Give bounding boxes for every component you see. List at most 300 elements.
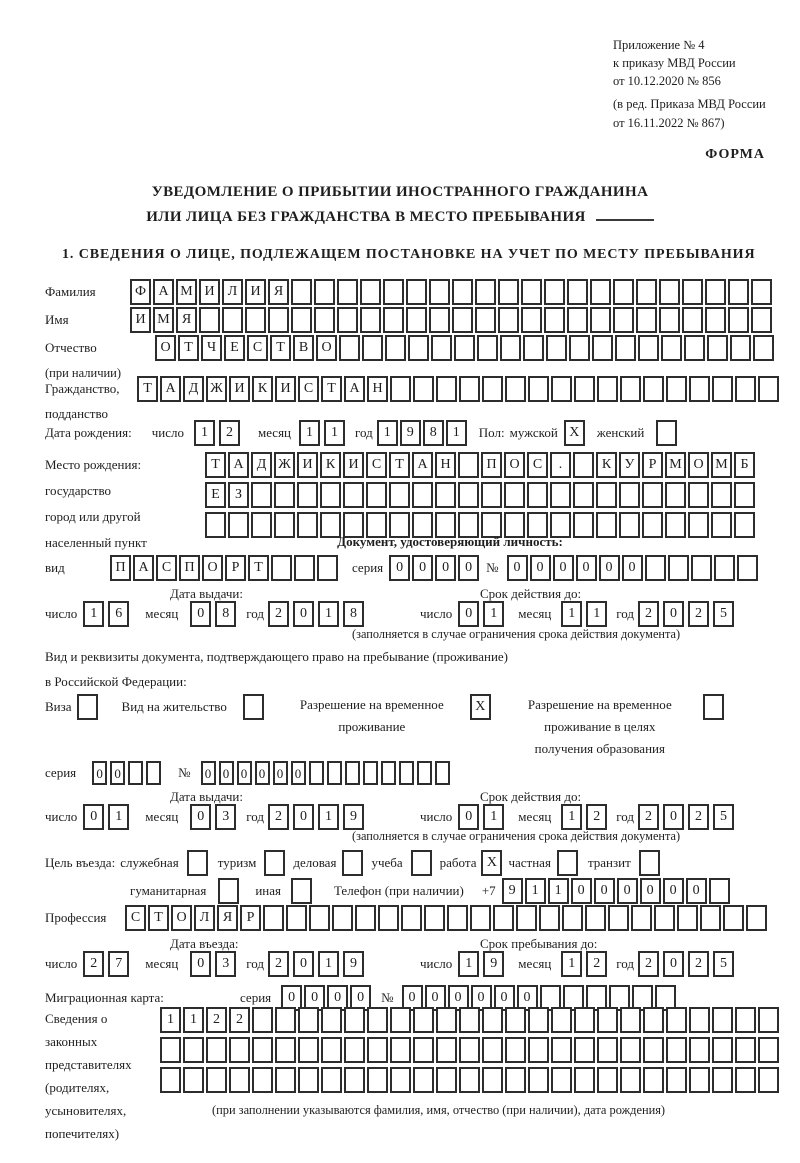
char-cell[interactable]	[703, 694, 724, 720]
char-cell[interactable]: X	[564, 420, 585, 446]
char-cell[interactable]: Л	[194, 905, 215, 931]
char-cell[interactable]: 0	[471, 985, 492, 1011]
char-cell[interactable]	[367, 1007, 388, 1033]
char-cell[interactable]	[344, 1067, 365, 1093]
char-cell[interactable]	[620, 376, 641, 402]
char-cell[interactable]	[436, 1007, 457, 1033]
char-cell[interactable]	[665, 482, 686, 508]
char-cell[interactable]	[758, 376, 779, 402]
char-cell[interactable]: 0	[237, 761, 252, 785]
char-cell[interactable]: И	[343, 452, 364, 478]
char-cell[interactable]: Я	[176, 307, 197, 333]
char-cell[interactable]: 0	[507, 555, 528, 581]
char-cell[interactable]	[327, 761, 342, 785]
char-cell[interactable]	[643, 1037, 664, 1063]
char-cell[interactable]	[505, 1007, 526, 1033]
char-cell[interactable]	[459, 1067, 480, 1093]
char-cell[interactable]	[431, 335, 452, 361]
char-cell[interactable]	[297, 482, 318, 508]
char-cell[interactable]: 1	[318, 601, 339, 627]
char-cell[interactable]	[689, 1037, 710, 1063]
char-cell[interactable]: 2	[268, 951, 289, 977]
char-cell[interactable]	[597, 1037, 618, 1063]
char-cell[interactable]	[160, 1067, 181, 1093]
char-cell[interactable]	[746, 905, 767, 931]
profession-boxes[interactable]	[125, 905, 769, 931]
char-cell[interactable]	[314, 307, 335, 333]
char-cell[interactable]	[291, 279, 312, 305]
char-cell[interactable]: 1	[561, 601, 582, 627]
char-cell[interactable]: 0	[617, 878, 638, 904]
char-cell[interactable]	[458, 452, 479, 478]
char-cell[interactable]	[317, 555, 338, 581]
char-cell[interactable]	[751, 279, 772, 305]
char-cell[interactable]	[615, 335, 636, 361]
doc-issue-month[interactable]	[190, 601, 240, 627]
char-cell[interactable]	[714, 555, 735, 581]
char-cell[interactable]	[298, 1007, 319, 1033]
char-cell[interactable]: М	[711, 452, 732, 478]
char-cell[interactable]: 0	[190, 951, 211, 977]
char-cell[interactable]	[705, 279, 726, 305]
char-cell[interactable]	[385, 335, 406, 361]
char-cell[interactable]: С	[298, 376, 319, 402]
char-cell[interactable]	[619, 482, 640, 508]
representatives-row-1[interactable]	[160, 1007, 781, 1033]
char-cell[interactable]: 0	[663, 951, 684, 977]
char-cell[interactable]: Р	[642, 452, 663, 478]
char-cell[interactable]	[691, 555, 712, 581]
char-cell[interactable]	[689, 1067, 710, 1093]
char-cell[interactable]	[321, 1067, 342, 1093]
patronymic-boxes[interactable]	[155, 335, 776, 361]
char-cell[interactable]: К	[252, 376, 273, 402]
char-cell[interactable]: О	[155, 335, 176, 361]
purpose-business-checkbox[interactable]	[342, 850, 365, 876]
char-cell[interactable]	[735, 1067, 756, 1093]
char-cell[interactable]	[344, 1007, 365, 1033]
purpose-other-checkbox[interactable]	[291, 878, 314, 904]
char-cell[interactable]	[639, 850, 660, 876]
char-cell[interactable]: Ж	[274, 452, 295, 478]
char-cell[interactable]	[459, 1007, 480, 1033]
char-cell[interactable]: 1	[318, 804, 339, 830]
residence-valid-year[interactable]	[638, 804, 738, 830]
char-cell[interactable]: 2	[638, 601, 659, 627]
char-cell[interactable]	[406, 279, 427, 305]
char-cell[interactable]	[251, 482, 272, 508]
char-cell[interactable]: 0	[293, 951, 314, 977]
char-cell[interactable]	[343, 482, 364, 508]
char-cell[interactable]	[505, 1067, 526, 1093]
char-cell[interactable]: О	[171, 905, 192, 931]
char-cell[interactable]	[666, 1037, 687, 1063]
stay-day[interactable]	[458, 951, 508, 977]
char-cell[interactable]	[613, 307, 634, 333]
char-cell[interactable]	[636, 279, 657, 305]
residence-issue-day[interactable]	[83, 804, 133, 830]
char-cell[interactable]	[264, 850, 285, 876]
char-cell[interactable]	[613, 279, 634, 305]
char-cell[interactable]	[337, 279, 358, 305]
char-cell[interactable]: Т	[389, 452, 410, 478]
char-cell[interactable]: 0	[553, 555, 574, 581]
char-cell[interactable]: К	[596, 452, 617, 478]
char-cell[interactable]: 0	[255, 761, 270, 785]
char-cell[interactable]	[252, 1067, 273, 1093]
char-cell[interactable]: 2	[83, 951, 104, 977]
char-cell[interactable]: 0	[201, 761, 216, 785]
char-cell[interactable]: 1	[324, 420, 345, 446]
char-cell[interactable]	[482, 1037, 503, 1063]
char-cell[interactable]	[659, 279, 680, 305]
char-cell[interactable]: 0	[412, 555, 433, 581]
char-cell[interactable]	[689, 376, 710, 402]
char-cell[interactable]	[643, 1007, 664, 1033]
char-cell[interactable]	[523, 335, 544, 361]
char-cell[interactable]	[730, 335, 751, 361]
char-cell[interactable]: А	[160, 376, 181, 402]
char-cell[interactable]	[620, 1037, 641, 1063]
purpose-work-checkbox[interactable]	[481, 850, 504, 876]
char-cell[interactable]	[590, 279, 611, 305]
char-cell[interactable]	[735, 1037, 756, 1063]
residence-valid-month[interactable]	[561, 804, 611, 830]
char-cell[interactable]	[183, 1067, 204, 1093]
char-cell[interactable]: 0	[458, 601, 479, 627]
char-cell[interactable]	[408, 335, 429, 361]
char-cell[interactable]	[390, 1067, 411, 1093]
char-cell[interactable]	[339, 335, 360, 361]
char-cell[interactable]: В	[293, 335, 314, 361]
char-cell[interactable]	[206, 1067, 227, 1093]
char-cell[interactable]: 1	[525, 878, 546, 904]
char-cell[interactable]: 1	[377, 420, 398, 446]
char-cell[interactable]	[596, 482, 617, 508]
char-cell[interactable]	[413, 1037, 434, 1063]
char-cell[interactable]: 1	[561, 804, 582, 830]
char-cell[interactable]	[321, 1007, 342, 1033]
char-cell[interactable]: 0	[389, 555, 410, 581]
residence-number-boxes[interactable]	[201, 761, 453, 785]
char-cell[interactable]	[682, 279, 703, 305]
char-cell[interactable]	[666, 376, 687, 402]
char-cell[interactable]	[661, 335, 682, 361]
char-cell[interactable]: 6	[108, 601, 129, 627]
residence-issue-year[interactable]	[268, 804, 368, 830]
char-cell[interactable]	[360, 279, 381, 305]
char-cell[interactable]	[734, 482, 755, 508]
char-cell[interactable]	[482, 1007, 503, 1033]
char-cell[interactable]: 0	[576, 555, 597, 581]
char-cell[interactable]	[550, 482, 571, 508]
char-cell[interactable]	[654, 905, 675, 931]
char-cell[interactable]: И	[245, 279, 266, 305]
char-cell[interactable]	[399, 761, 414, 785]
char-cell[interactable]	[413, 1067, 434, 1093]
purpose-humanitarian-checkbox[interactable]	[218, 878, 241, 904]
char-cell[interactable]: 0	[291, 761, 306, 785]
char-cell[interactable]	[187, 850, 208, 876]
char-cell[interactable]: 0	[110, 761, 125, 785]
char-cell[interactable]	[454, 335, 475, 361]
char-cell[interactable]	[436, 376, 457, 402]
char-cell[interactable]	[597, 376, 618, 402]
char-cell[interactable]: У	[619, 452, 640, 478]
char-cell[interactable]: 0	[517, 985, 538, 1011]
char-cell[interactable]	[291, 878, 312, 904]
char-cell[interactable]: З	[228, 482, 249, 508]
char-cell[interactable]: 1	[483, 804, 504, 830]
char-cell[interactable]: 2	[688, 951, 709, 977]
char-cell[interactable]: П	[179, 555, 200, 581]
char-cell[interactable]	[381, 761, 396, 785]
char-cell[interactable]: О	[504, 452, 525, 478]
char-cell[interactable]: 2	[268, 804, 289, 830]
char-cell[interactable]: 1	[83, 601, 104, 627]
char-cell[interactable]: 2	[219, 420, 240, 446]
char-cell[interactable]: 2	[638, 951, 659, 977]
char-cell[interactable]	[711, 482, 732, 508]
char-cell[interactable]	[585, 905, 606, 931]
char-cell[interactable]	[321, 1037, 342, 1063]
char-cell[interactable]: 0	[402, 985, 423, 1011]
char-cell[interactable]: Я	[268, 279, 289, 305]
char-cell[interactable]	[682, 307, 703, 333]
char-cell[interactable]	[401, 905, 422, 931]
char-cell[interactable]	[275, 1007, 296, 1033]
char-cell[interactable]	[642, 482, 663, 508]
char-cell[interactable]: Б	[734, 452, 755, 478]
char-cell[interactable]	[206, 1037, 227, 1063]
char-cell[interactable]: 0	[458, 804, 479, 830]
char-cell[interactable]: И	[297, 452, 318, 478]
char-cell[interactable]: 2	[586, 951, 607, 977]
char-cell[interactable]: 7	[108, 951, 129, 977]
char-cell[interactable]	[751, 307, 772, 333]
char-cell[interactable]	[574, 376, 595, 402]
doc-issue-day[interactable]	[83, 601, 133, 627]
char-cell[interactable]	[309, 761, 324, 785]
char-cell[interactable]	[436, 1067, 457, 1093]
firstname-boxes[interactable]	[130, 307, 774, 333]
representatives-row-2[interactable]	[160, 1037, 781, 1063]
char-cell[interactable]	[551, 1067, 572, 1093]
purpose-official-checkbox[interactable]	[187, 850, 210, 876]
birthplace-row-2[interactable]	[205, 482, 757, 508]
char-cell[interactable]: 0	[350, 985, 371, 1011]
char-cell[interactable]	[390, 376, 411, 402]
char-cell[interactable]	[551, 1007, 572, 1033]
char-cell[interactable]	[475, 307, 496, 333]
char-cell[interactable]: 1	[194, 420, 215, 446]
char-cell[interactable]: Н	[367, 376, 388, 402]
char-cell[interactable]	[436, 1037, 457, 1063]
char-cell[interactable]: 1	[108, 804, 129, 830]
char-cell[interactable]	[452, 307, 473, 333]
char-cell[interactable]: Ф	[130, 279, 151, 305]
char-cell[interactable]	[551, 376, 572, 402]
char-cell[interactable]	[753, 335, 774, 361]
char-cell[interactable]	[700, 905, 721, 931]
char-cell[interactable]	[712, 1037, 733, 1063]
char-cell[interactable]	[294, 555, 315, 581]
char-cell[interactable]	[666, 1067, 687, 1093]
char-cell[interactable]: О	[688, 452, 709, 478]
citizenship-boxes[interactable]	[137, 376, 781, 402]
char-cell[interactable]	[378, 905, 399, 931]
char-cell[interactable]: 0	[448, 985, 469, 1011]
char-cell[interactable]	[274, 482, 295, 508]
char-cell[interactable]	[229, 1037, 250, 1063]
char-cell[interactable]	[574, 1037, 595, 1063]
char-cell[interactable]: 2	[229, 1007, 250, 1033]
char-cell[interactable]	[429, 307, 450, 333]
char-cell[interactable]: 0	[622, 555, 643, 581]
char-cell[interactable]: 8	[343, 601, 364, 627]
char-cell[interactable]: Е	[205, 482, 226, 508]
char-cell[interactable]	[345, 761, 360, 785]
char-cell[interactable]	[712, 1007, 733, 1033]
char-cell[interactable]	[222, 307, 243, 333]
char-cell[interactable]	[707, 335, 728, 361]
char-cell[interactable]	[590, 307, 611, 333]
char-cell[interactable]	[218, 878, 239, 904]
char-cell[interactable]: 0	[458, 555, 479, 581]
char-cell[interactable]	[128, 761, 143, 785]
char-cell[interactable]	[424, 905, 445, 931]
char-cell[interactable]: Л	[222, 279, 243, 305]
char-cell[interactable]: С	[366, 452, 387, 478]
char-cell[interactable]	[390, 1007, 411, 1033]
char-cell[interactable]	[573, 482, 594, 508]
char-cell[interactable]	[728, 279, 749, 305]
char-cell[interactable]: 0	[293, 804, 314, 830]
char-cell[interactable]	[363, 761, 378, 785]
char-cell[interactable]	[592, 335, 613, 361]
char-cell[interactable]	[597, 1007, 618, 1033]
char-cell[interactable]	[314, 279, 335, 305]
char-cell[interactable]	[477, 335, 498, 361]
char-cell[interactable]	[668, 555, 689, 581]
char-cell[interactable]	[684, 335, 705, 361]
purpose-study-checkbox[interactable]	[411, 850, 434, 876]
char-cell[interactable]: 0	[640, 878, 661, 904]
char-cell[interactable]: К	[320, 452, 341, 478]
char-cell[interactable]	[252, 1007, 273, 1033]
char-cell[interactable]: 9	[502, 878, 523, 904]
char-cell[interactable]: Т	[270, 335, 291, 361]
char-cell[interactable]	[528, 376, 549, 402]
char-cell[interactable]	[291, 307, 312, 333]
char-cell[interactable]	[360, 307, 381, 333]
char-cell[interactable]	[638, 335, 659, 361]
char-cell[interactable]: Д	[251, 452, 272, 478]
char-cell[interactable]	[573, 452, 594, 478]
char-cell[interactable]	[406, 307, 427, 333]
char-cell[interactable]: 5	[713, 951, 734, 977]
visa-checkbox[interactable]	[77, 694, 100, 720]
char-cell[interactable]: 0	[663, 601, 684, 627]
char-cell[interactable]	[447, 905, 468, 931]
char-cell[interactable]: 0	[494, 985, 515, 1011]
char-cell[interactable]	[366, 482, 387, 508]
char-cell[interactable]: П	[110, 555, 131, 581]
char-cell[interactable]	[337, 307, 358, 333]
surname-boxes[interactable]	[130, 279, 774, 305]
char-cell[interactable]	[544, 307, 565, 333]
char-cell[interactable]: О	[202, 555, 223, 581]
char-cell[interactable]	[557, 850, 578, 876]
char-cell[interactable]: 0	[663, 804, 684, 830]
char-cell[interactable]	[482, 376, 503, 402]
char-cell[interactable]: .	[550, 452, 571, 478]
char-cell[interactable]	[528, 1067, 549, 1093]
male-checkbox[interactable]	[564, 420, 587, 446]
char-cell[interactable]	[505, 376, 526, 402]
female-checkbox[interactable]	[656, 420, 679, 446]
char-cell[interactable]: 0	[92, 761, 107, 785]
entry-day[interactable]	[83, 951, 133, 977]
char-cell[interactable]: Я	[217, 905, 238, 931]
char-cell[interactable]	[183, 1037, 204, 1063]
stay-month[interactable]	[561, 951, 611, 977]
residence-valid-day[interactable]	[458, 804, 508, 830]
char-cell[interactable]	[435, 482, 456, 508]
char-cell[interactable]	[417, 761, 432, 785]
char-cell[interactable]: 1	[318, 951, 339, 977]
char-cell[interactable]	[567, 279, 588, 305]
char-cell[interactable]	[735, 1007, 756, 1033]
char-cell[interactable]	[481, 482, 502, 508]
char-cell[interactable]	[562, 905, 583, 931]
char-cell[interactable]	[498, 279, 519, 305]
char-cell[interactable]: 1	[183, 1007, 204, 1033]
char-cell[interactable]	[728, 307, 749, 333]
char-cell[interactable]: Ч	[201, 335, 222, 361]
char-cell[interactable]	[645, 555, 666, 581]
char-cell[interactable]: С	[125, 905, 146, 931]
residence-permit-checkbox[interactable]	[243, 694, 266, 720]
char-cell[interactable]: 2	[586, 804, 607, 830]
char-cell[interactable]: 9	[400, 420, 421, 446]
char-cell[interactable]	[383, 279, 404, 305]
char-cell[interactable]	[528, 1037, 549, 1063]
char-cell[interactable]	[758, 1067, 779, 1093]
char-cell[interactable]: Е	[224, 335, 245, 361]
char-cell[interactable]: Т	[248, 555, 269, 581]
char-cell[interactable]	[344, 1037, 365, 1063]
char-cell[interactable]: 8	[215, 601, 236, 627]
char-cell[interactable]	[429, 279, 450, 305]
char-cell[interactable]	[539, 905, 560, 931]
char-cell[interactable]: А	[344, 376, 365, 402]
char-cell[interactable]	[643, 1067, 664, 1093]
char-cell[interactable]	[320, 482, 341, 508]
char-cell[interactable]	[459, 376, 480, 402]
char-cell[interactable]	[332, 905, 353, 931]
birth-month-boxes[interactable]	[299, 420, 349, 446]
char-cell[interactable]: И	[275, 376, 296, 402]
char-cell[interactable]: 3	[215, 951, 236, 977]
char-cell[interactable]: А	[133, 555, 154, 581]
char-cell[interactable]: 5	[713, 804, 734, 830]
char-cell[interactable]: 1	[446, 420, 467, 446]
char-cell[interactable]: М	[176, 279, 197, 305]
doc-valid-year[interactable]	[638, 601, 738, 627]
char-cell[interactable]	[735, 376, 756, 402]
char-cell[interactable]: 0	[686, 878, 707, 904]
